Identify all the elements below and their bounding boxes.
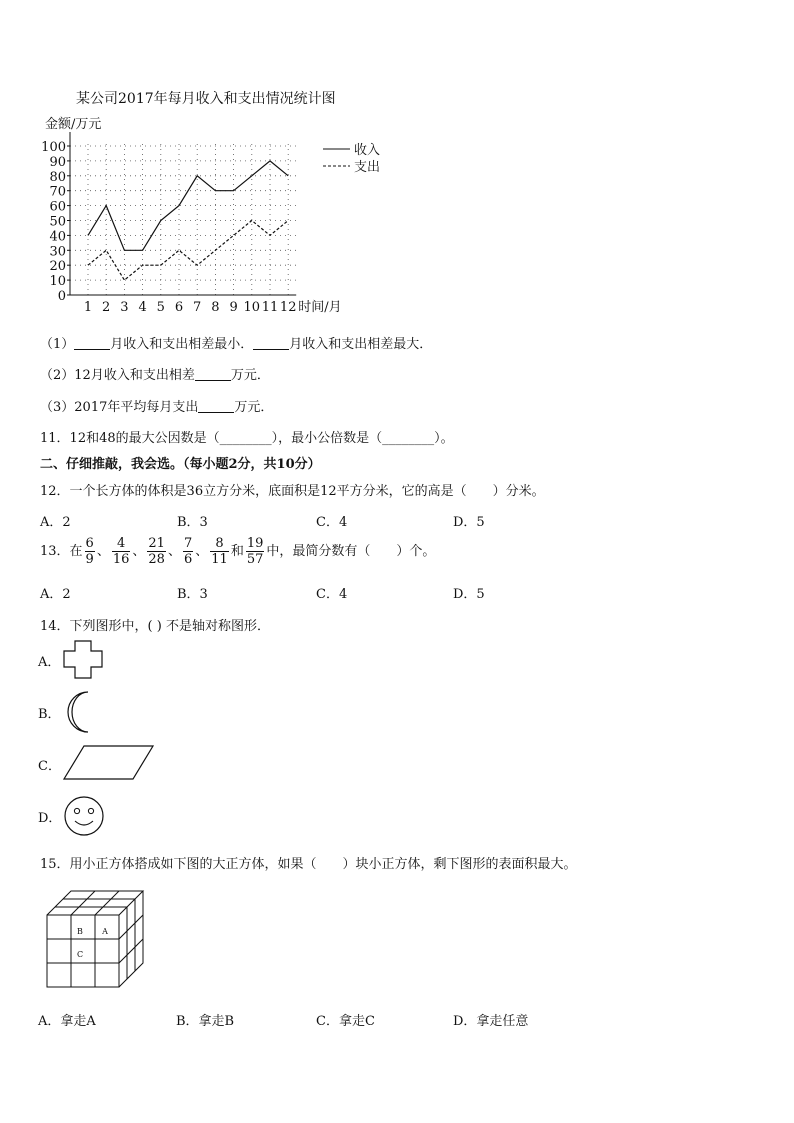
option-label: C． xyxy=(38,759,61,774)
q13-option-b[interactable]: B．3 xyxy=(177,587,208,602)
fraction: $\frac{19}{57}$ xyxy=(246,536,264,567)
q12-option-a[interactable]: A．2 xyxy=(40,515,71,530)
option-label: D． xyxy=(38,811,62,826)
smiley-face-icon xyxy=(62,794,106,838)
q10-sub3-text-b: 万元． xyxy=(234,400,274,415)
x-tick-label: 12 xyxy=(279,300,297,315)
q13-option-c[interactable]: C．4 xyxy=(316,587,348,602)
fraction: $\frac{8}{11}$ xyxy=(211,536,228,567)
fraction: $\frac{4}{16}$ xyxy=(112,536,130,567)
series-line-expense xyxy=(88,221,288,281)
q10-sub2-text-b: 万元． xyxy=(230,368,270,383)
cube-figure xyxy=(44,888,150,994)
q13-option-a[interactable]: A．2 xyxy=(40,587,71,602)
q10-sub1 xyxy=(40,333,432,352)
y-tick-label: 40 xyxy=(49,229,66,245)
q12-stem: 12．一个长方体的体积是36立方分米，底面积是12平方分米，它的高是（ ）分米。 xyxy=(40,484,545,499)
q10-sub2-text-a: 12月收入和支出相差 xyxy=(74,368,195,383)
chart-title: 某公司2017年每月收入和支出情况统计图 xyxy=(76,91,336,107)
cube-label-b: B xyxy=(77,927,83,936)
x-tick-label: 3 xyxy=(120,300,129,315)
chart-series xyxy=(88,161,288,280)
x-tick-label: 11 xyxy=(261,300,279,315)
y-tick-label: 70 xyxy=(49,184,66,200)
q10-sub3-text-a: 2017年平均每月支出 xyxy=(74,400,199,415)
chart-labels xyxy=(41,116,341,315)
answer-blank[interactable] xyxy=(74,337,110,350)
q11: 11．12和48的最大公因数是（________），最小公倍数是（________）。 xyxy=(40,431,454,446)
x-tick-label: 5 xyxy=(156,300,165,315)
q15-option-d[interactable]: D．拿走任意 xyxy=(453,1014,529,1029)
fraction: $\frac{6}{9}$ xyxy=(85,536,94,567)
fraction: $\frac{7}{6}$ xyxy=(183,536,193,567)
y-tick-label: 60 xyxy=(49,199,66,215)
x-tick-label: 9 xyxy=(229,300,238,315)
q13-stem: 13．在 $\frac{6}{9}$ 、 $\frac{4}{16}$ 、 $\frac{21}{28}$ 、 $\frac{7}{6}$ 、 $\frac{8}{11}$ 和 $\frac{19}{57}$ 中，最简分数有（ ）个。 xyxy=(40,536,436,567)
q10-sub1-text-b: 月收入和支出相差最大． xyxy=(289,337,433,352)
y-tick-label: 80 xyxy=(49,169,66,185)
q13-suffix: 中，最简分数有（ ）个。 xyxy=(266,544,436,559)
y-tick-label: 0 xyxy=(57,289,66,304)
x-tick-label: 6 xyxy=(174,300,184,315)
x-tick-label: 4 xyxy=(138,300,147,315)
cube-label-a: A xyxy=(102,927,108,936)
fraction: $\frac{21}{28}$ xyxy=(148,536,165,567)
crescent-moon-icon xyxy=(62,690,102,734)
q12-option-c[interactable]: C．4 xyxy=(316,515,348,530)
x-tick-label: 7 xyxy=(193,300,202,315)
q15-option-b[interactable]: B．拿走B xyxy=(176,1014,235,1029)
x-axis-label: 时间/月 xyxy=(298,300,342,315)
section-heading: 二、仔细推敲，我会选。（每小题2分，共10分） xyxy=(40,457,321,472)
y-tick-label: 20 xyxy=(49,259,66,275)
answer-blank[interactable] xyxy=(195,368,231,381)
cross-shape-icon xyxy=(62,640,104,680)
q10-sub2-number: （2） xyxy=(40,368,75,383)
q15-option-a[interactable]: A．拿走A xyxy=(38,1014,96,1029)
x-tick-label: 8 xyxy=(211,300,220,315)
answer-blank[interactable] xyxy=(253,337,289,350)
x-tick-label: 10 xyxy=(243,300,261,315)
parallelogram-icon xyxy=(62,744,156,782)
q10-sub1-number: （1） xyxy=(40,337,75,352)
option-label: A． xyxy=(38,655,61,670)
q10-sub1-text-a: 月收入和支出相差最小． xyxy=(110,337,254,352)
y-tick-label: 90 xyxy=(49,154,66,170)
q13-option-d[interactable]: D．5 xyxy=(453,587,485,602)
q10-sub3-number: （3） xyxy=(40,400,75,415)
q15-stem: 15．用小正方体搭成如下图的大正方体，如果（ ）块小正方体，剩下图形的表面积最大。 xyxy=(40,857,577,872)
line-chart xyxy=(40,112,380,318)
chart-grid xyxy=(70,142,296,295)
cube-label-c: C xyxy=(76,950,84,959)
y-tick-label: 10 xyxy=(49,274,66,290)
q10-sub3 xyxy=(40,396,273,415)
chart-legend xyxy=(323,142,380,175)
legend-label: 收入 xyxy=(354,143,380,158)
q13-prefix: 13．在 xyxy=(40,544,83,559)
y-tick-label: 30 xyxy=(49,244,66,260)
q10-sub2 xyxy=(40,364,270,383)
series-line-income xyxy=(88,161,288,250)
q12-option-b[interactable]: B．3 xyxy=(177,515,208,530)
q15-option-c[interactable]: C．拿走C xyxy=(316,1014,375,1029)
answer-blank[interactable] xyxy=(198,400,234,413)
x-tick-label: 2 xyxy=(102,300,111,315)
x-tick-label: 1 xyxy=(83,300,93,315)
y-tick-label: 100 xyxy=(41,140,66,155)
q14-stem: 14．下列图形中，( ) 不是轴对称图形． xyxy=(40,619,270,634)
y-axis-label: 金额/万元 xyxy=(45,117,102,132)
option-label: B． xyxy=(38,707,61,722)
legend-label: 支出 xyxy=(354,160,380,175)
q12-option-d[interactable]: D．5 xyxy=(453,515,485,530)
y-tick-label: 50 xyxy=(49,214,66,230)
